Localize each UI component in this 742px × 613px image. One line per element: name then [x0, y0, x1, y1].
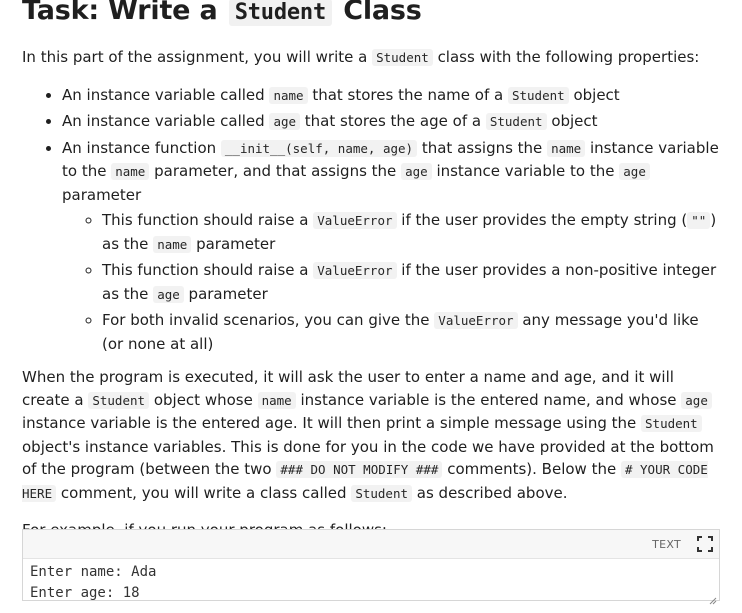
intro-paragraph: [22, 46, 722, 70]
list-text: that stores the name of a: [312, 85, 504, 104]
list-text: object: [573, 85, 620, 104]
inline-code: __init__(self, name, age): [221, 140, 417, 157]
inline-code: name: [547, 140, 585, 157]
para-text: instance variable is the entered name, and whose: [300, 390, 677, 409]
description-paragraph: [22, 366, 722, 505]
inline-code: ValueError: [434, 312, 517, 329]
list-text: This function should raise a: [102, 261, 309, 279]
list-text: parameter, and that assigns the: [154, 162, 397, 180]
code-language-label: TEXT: [652, 538, 681, 551]
title-suffix: Class: [343, 0, 422, 26]
page-title: [22, 0, 722, 30]
list-item: [62, 84, 722, 108]
para-text: as described above.: [416, 483, 568, 502]
inline-code: name: [269, 87, 307, 104]
code-block-header: [23, 530, 719, 559]
intro-text: class with the following properties:: [437, 48, 700, 66]
list-text: that stores the age of a: [304, 112, 482, 130]
list-text: An instance variable called: [62, 85, 265, 104]
inline-code: ValueError: [313, 212, 396, 229]
list-text: parameter: [188, 284, 268, 303]
inline-code: age: [681, 392, 712, 409]
inline-code: ### DO NOT MODIFY ###: [276, 461, 442, 478]
error-rules-list: [62, 209, 722, 355]
para-text: comment, you will write a class called: [60, 483, 347, 502]
list-text: For both invalid scenarios, you can give the: [102, 311, 430, 329]
para-text: object whose: [153, 390, 253, 409]
inline-code: Student: [641, 415, 702, 432]
list-item: [102, 309, 722, 355]
inline-code: Student: [508, 87, 569, 104]
inline-code: name: [111, 163, 149, 180]
inline-code: name: [153, 236, 191, 253]
list-text: An instance variable called: [62, 112, 265, 130]
inline-code: age: [269, 113, 300, 130]
code-line: Enter name: Ada: [30, 564, 157, 580]
list-text: An instance function: [62, 138, 217, 157]
list-text: if the user provides the empty string (: [401, 211, 688, 229]
list-text: parameter: [196, 234, 276, 253]
list-text: This function should raise a: [102, 211, 309, 229]
list-text: parameter: [62, 185, 142, 204]
code-line: Enter age: 18: [30, 585, 140, 601]
inline-code: age: [153, 286, 184, 303]
list-text: if the user provides a non-positive integer as the: [102, 261, 717, 303]
inline-code: ValueError: [313, 262, 396, 279]
para-text: object's instance variables. This is done for you in the code we have provided at the bottom of the program (between the two: [22, 437, 714, 478]
para-text: instance variable is the entered age. It will then print a simple message using the: [22, 414, 637, 432]
inline-code: name: [258, 392, 296, 409]
list-item: [102, 209, 722, 256]
inline-code: Student: [372, 49, 433, 66]
properties-list: [22, 84, 722, 356]
resize-grip-icon[interactable]: [709, 590, 717, 598]
list-text: object: [551, 112, 598, 130]
inline-code: Student: [88, 392, 149, 409]
inline-code: age: [401, 163, 432, 180]
list-item: [62, 137, 722, 356]
list-text: instance variable to the: [436, 162, 615, 180]
code-block-body[interactable]: [23, 559, 719, 604]
list-item: [102, 259, 722, 306]
inline-code: age: [619, 163, 650, 180]
inline-code: Student: [351, 485, 412, 502]
para-text: When the program is executed, it will ask the user to enter a name and age, and it will create a: [22, 368, 674, 409]
list-text: instance variable to the: [62, 138, 719, 180]
title-prefix: Task: Write a: [22, 0, 218, 26]
list-text: any message you'd like (or none at all): [102, 311, 699, 353]
document: [22, 0, 722, 542]
list-text: that assigns the: [421, 138, 543, 157]
inline-code: # YOUR CODE HERE: [22, 462, 708, 501]
code-block: [22, 529, 720, 601]
title-code: Student: [229, 0, 332, 26]
expand-icon[interactable]: [697, 536, 713, 552]
inline-code: Student: [486, 113, 547, 130]
list-item: [62, 110, 722, 134]
inline-code: "": [687, 212, 710, 229]
list-text: ) as the: [102, 211, 717, 253]
intro-text: In this part of the assignment, you will write a: [22, 48, 368, 66]
para-text: comments). Below the: [447, 460, 617, 478]
